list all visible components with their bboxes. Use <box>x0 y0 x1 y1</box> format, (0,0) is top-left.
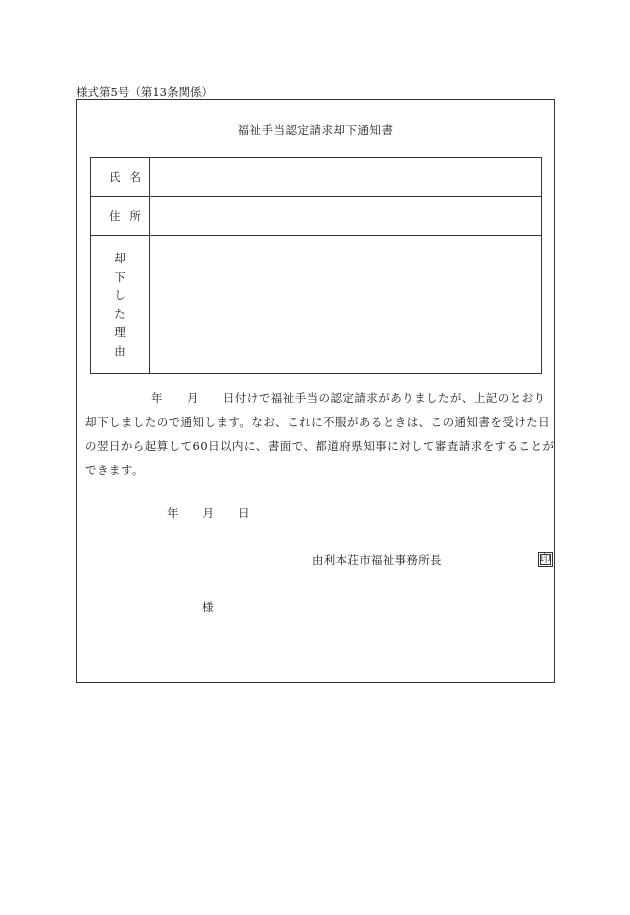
reason-row <box>91 236 542 374</box>
issue-date <box>167 505 250 521</box>
issuer-name: 由利本荘市福祉事務所長 <box>312 553 442 567</box>
reason-label: 却 下 し た 理 由 <box>91 236 150 374</box>
notice-month: 月 <box>186 391 199 405</box>
recipient-honorific: 様 <box>202 600 214 614</box>
date-year: 年 <box>167 506 179 520</box>
notice-year: 年 <box>151 391 163 405</box>
address-row <box>91 197 542 236</box>
name-label: 氏 名 <box>91 158 150 197</box>
address-field[interactable] <box>150 197 542 236</box>
document-title: 福祉手当認定請求却下通知書 <box>237 123 394 137</box>
address-label: 住 所 <box>91 197 150 236</box>
date-day: 日 <box>238 506 250 520</box>
notice-text <box>85 386 555 482</box>
document-frame <box>76 99 555 683</box>
applicant-table <box>90 157 542 374</box>
form-number-label: 様式第5号（第13条関係） <box>76 85 213 99</box>
name-field[interactable] <box>150 158 542 197</box>
reason-field[interactable] <box>150 236 542 374</box>
notice-body: 日付けで福祉手当の認定請求がありましたが、上記のとおり却下しましたので通知します。なお、これに不服があるときは、この通知書を受けた日の翌日から起算して60日以内に、書面で、都道府県知事に対して審査請求をすることができます。 <box>85 391 555 477</box>
date-month: 月 <box>202 506 214 520</box>
name-row <box>91 158 542 197</box>
seal-stamp: 印 <box>538 552 553 567</box>
